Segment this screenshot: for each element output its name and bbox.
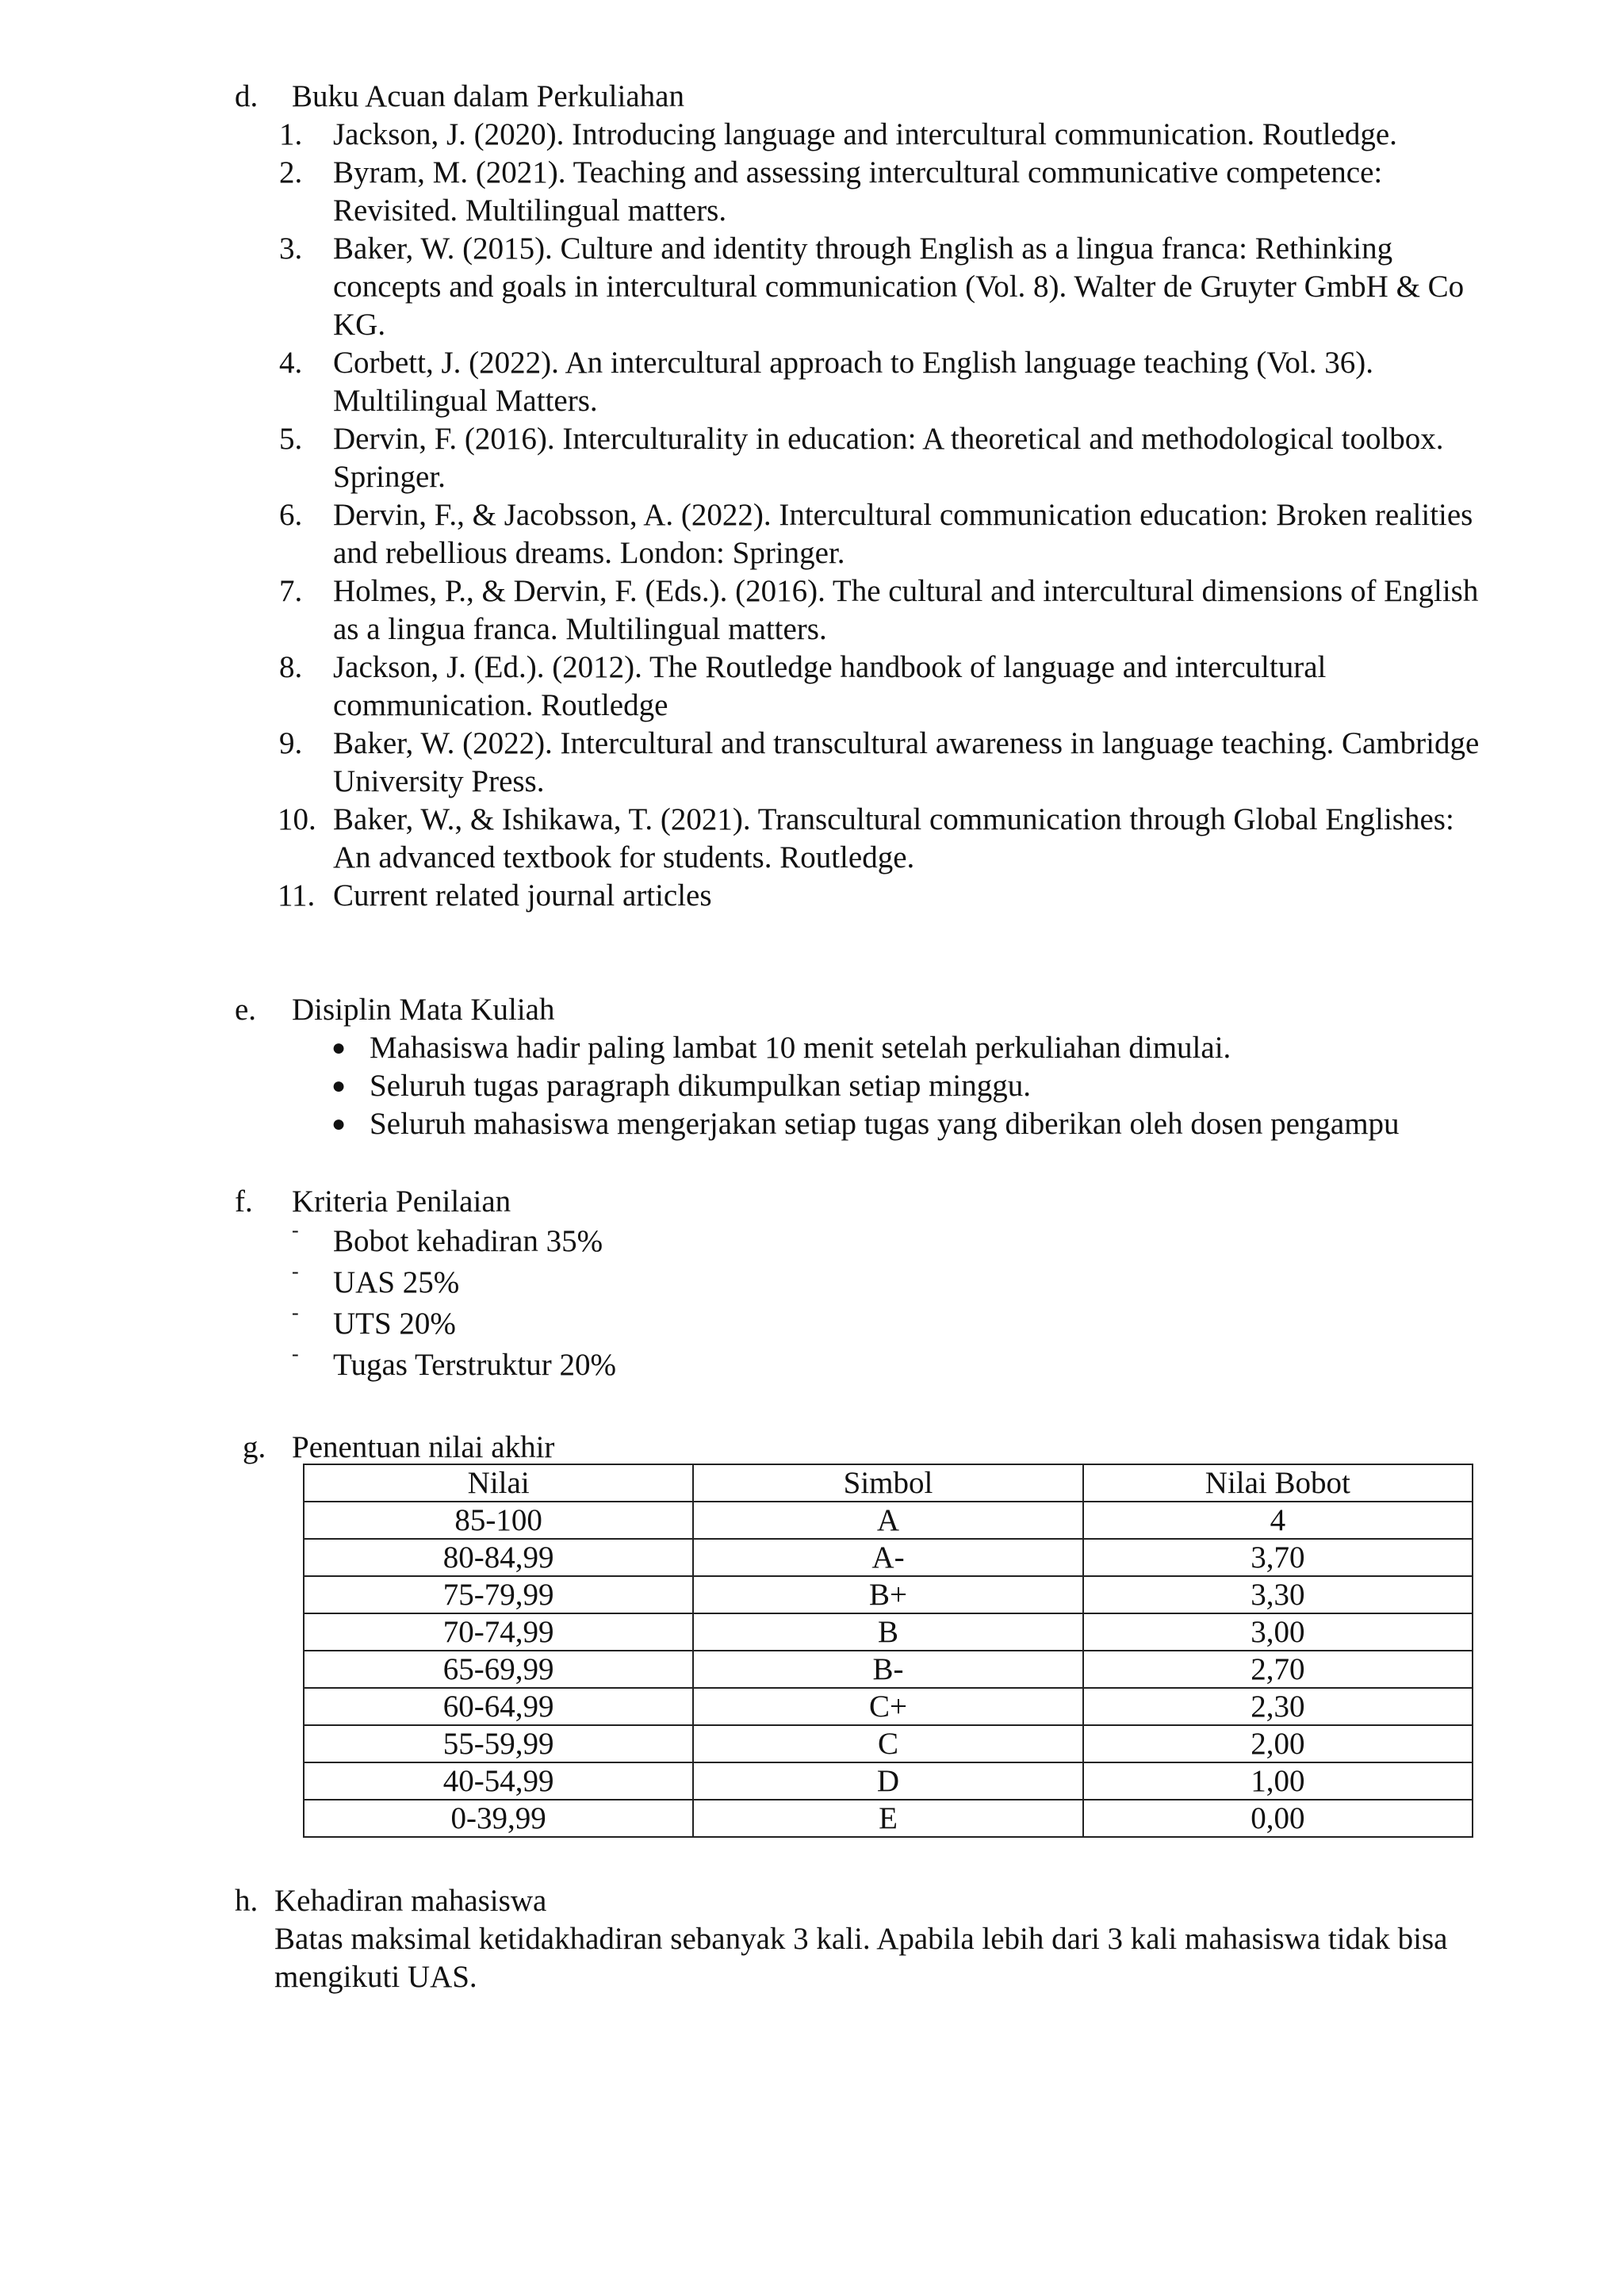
reference-text: Baker, W. (2022). Intercultural and transcultural awareness in language teaching. Cambridge University Press. [333,726,1480,798]
symbol-cell: B+ [693,1576,1082,1613]
reference-number: 2. [279,155,303,189]
symbol-cell: B [693,1613,1082,1651]
section-letter: d. [235,79,259,113]
list-item [0,1105,1624,1143]
section-letter: f. [235,1184,253,1219]
score-cell: 80-84,99 [304,1539,693,1576]
bullet-icon: ● [331,1073,347,1099]
section-discipline [0,991,1624,1143]
table-row [304,1725,1473,1762]
reference-text: Byram, M. (2021). Teaching and assessing intercultural communicative competence: Revisited. Multilingual matters. [333,155,1383,228]
reference-text: Jackson, J. (2020). Introducing language and intercultural communication. Routledge. [333,117,1397,151]
bullet-icon: ● [331,1035,347,1061]
dash-icon: - [292,1342,299,1365]
list-item-text: UTS 20% [333,1307,456,1341]
reference-text: Dervin, F., & Jacobsson, A. (2022). Intercultural communication education: Broken realities and rebellious dreams. London: Springer. [333,498,1473,570]
table-row [304,1800,1473,1837]
symbol-cell: C [693,1725,1082,1762]
attendance-body: Batas maksimal ketidakhadiran sebanyak 3 kali. Apabila lebih dari 3 kali mahasiswa tidak bisa mengikuti UAS. [274,1922,1448,1994]
score-cell: 85-100 [304,1502,693,1539]
list-item-text: Mahasiswa hadir paling lambat 10 menit setelah perkuliahan dimulai. [370,1031,1231,1065]
weight-cell: 0,00 [1083,1800,1473,1837]
score-cell: 75-79,99 [304,1576,693,1613]
section-heading [0,78,1624,116]
column-header-symbol: Simbol [693,1464,1082,1502]
reference-item [0,230,1483,344]
reference-item [0,116,1483,154]
table-row [304,1762,1473,1800]
weight-cell: 2,70 [1083,1651,1473,1688]
discipline-list [0,1029,1624,1143]
table-row [304,1613,1473,1651]
reference-number: 3. [279,232,303,266]
reference-item [0,420,1483,496]
table-row [304,1539,1473,1576]
dash-icon: - [292,1301,299,1324]
list-item [0,1067,1624,1105]
section-title: Penentuan nilai akhir [292,1430,555,1464]
section-heading [0,991,1624,1029]
reference-number: 7. [279,574,303,608]
reference-item [0,649,1483,725]
reference-list [0,116,1624,915]
table-row [304,1688,1473,1725]
reference-text: Baker, W. (2015). Culture and identity through English as a lingua franca: Rethinking concepts and goals in intercultural communication (Vol. 8). Walter de Gruyter GmbH & Co KG. [333,232,1465,342]
weight-cell: 1,00 [1083,1762,1473,1800]
weight-cell: 3,70 [1083,1539,1473,1576]
table-row [304,1576,1473,1613]
criteria-list [0,1221,1624,1386]
symbol-cell: E [693,1800,1082,1837]
reference-number: 10. [278,802,316,836]
reference-item [0,572,1483,649]
reference-number: 8. [279,650,303,684]
bullet-icon: ● [331,1111,347,1137]
reference-text: Corbett, J. (2022). An intercultural approach to English language teaching (Vol. 36). Multilingual Matters. [333,346,1373,418]
section-letter: g. [243,1430,266,1464]
list-item [0,1303,1624,1345]
section-title: Disiplin Mata Kuliah [292,993,555,1027]
reference-item [0,496,1483,572]
symbol-cell: A- [693,1539,1082,1576]
weight-cell: 3,30 [1083,1576,1473,1613]
section-heading [0,1183,1624,1221]
section-title: Kriteria Penilaian [292,1184,511,1219]
symbol-cell: C+ [693,1688,1082,1725]
reference-text: Jackson, J. (Ed.). (2012). The Routledge handbook of language and intercultural communication. Routledge [333,650,1327,722]
table-row [304,1651,1473,1688]
section-heading [0,1882,1624,1920]
reference-item [0,725,1483,801]
section-heading [0,1429,1624,1467]
symbol-cell: A [693,1502,1082,1539]
section-letter: h. [235,1884,259,1918]
reference-number: 6. [279,498,303,532]
reference-text: Dervin, F. (2016). Interculturality in education: A theoretical and methodological toolbox. Springer. [333,422,1444,494]
list-item-text: Seluruh mahasiswa mengerjakan setiap tugas yang diberikan oleh dosen pengampu [370,1107,1400,1141]
list-item [0,1221,1624,1262]
column-header-score: Nilai [304,1464,693,1502]
weight-cell: 2,30 [1083,1688,1473,1725]
list-item-text: UAS 25% [333,1265,460,1299]
dash-icon: - [292,1219,299,1242]
reference-item [0,877,1483,915]
section-title: Buku Acuan dalam Perkuliahan [292,79,684,113]
score-cell: 55-59,99 [304,1725,693,1762]
score-cell: 70-74,99 [304,1613,693,1651]
symbol-cell: D [693,1762,1082,1800]
list-item [0,1029,1624,1067]
reference-text: Current related journal articles [333,878,712,913]
grade-table [303,1464,1473,1838]
list-item-text: Seluruh tugas paragraph dikumpulkan setiap minggu. [370,1069,1032,1103]
list-item-text: Bobot kehadiran 35% [333,1224,603,1258]
section-assessment-criteria [0,1183,1624,1386]
section-references [0,78,1624,915]
list-item-text: Tugas Terstruktur 20% [333,1348,616,1382]
weight-cell: 3,00 [1083,1613,1473,1651]
score-cell: 40-54,99 [304,1762,693,1800]
list-item [0,1342,1624,1386]
reference-number: 5. [279,422,303,456]
reference-text: Baker, W., & Ishikawa, T. (2021). Transcultural communication through Global Englishes: An advanced textbook for students. Routledge. [333,802,1454,874]
reference-number: 4. [279,346,303,380]
section-letter: e. [235,993,257,1027]
column-header-weight: Nilai Bobot [1083,1464,1473,1502]
score-cell: 65-69,99 [304,1651,693,1688]
weight-cell: 4 [1083,1502,1473,1539]
section-attendance [0,1882,1624,1920]
reference-number: 9. [279,726,303,760]
reference-number: 1. [279,117,303,151]
table-row [304,1502,1473,1539]
reference-number: 11. [278,878,316,913]
list-item [0,1262,1624,1303]
reference-item [0,344,1483,420]
section-title: Kehadiran mahasiswa [274,1884,547,1918]
score-cell: 0-39,99 [304,1800,693,1837]
dash-icon: - [292,1260,299,1283]
table-header-row [304,1464,1473,1502]
weight-cell: 2,00 [1083,1725,1473,1762]
reference-item [0,154,1483,230]
reference-item [0,801,1483,877]
reference-text: Holmes, P., & Dervin, F. (Eds.). (2016). The cultural and intercultural dimensions of English as a lingua franca. Multilingual matters. [333,574,1479,646]
symbol-cell: B- [693,1651,1082,1688]
section-final-grade [0,1429,1624,1467]
score-cell: 60-64,99 [304,1688,693,1725]
